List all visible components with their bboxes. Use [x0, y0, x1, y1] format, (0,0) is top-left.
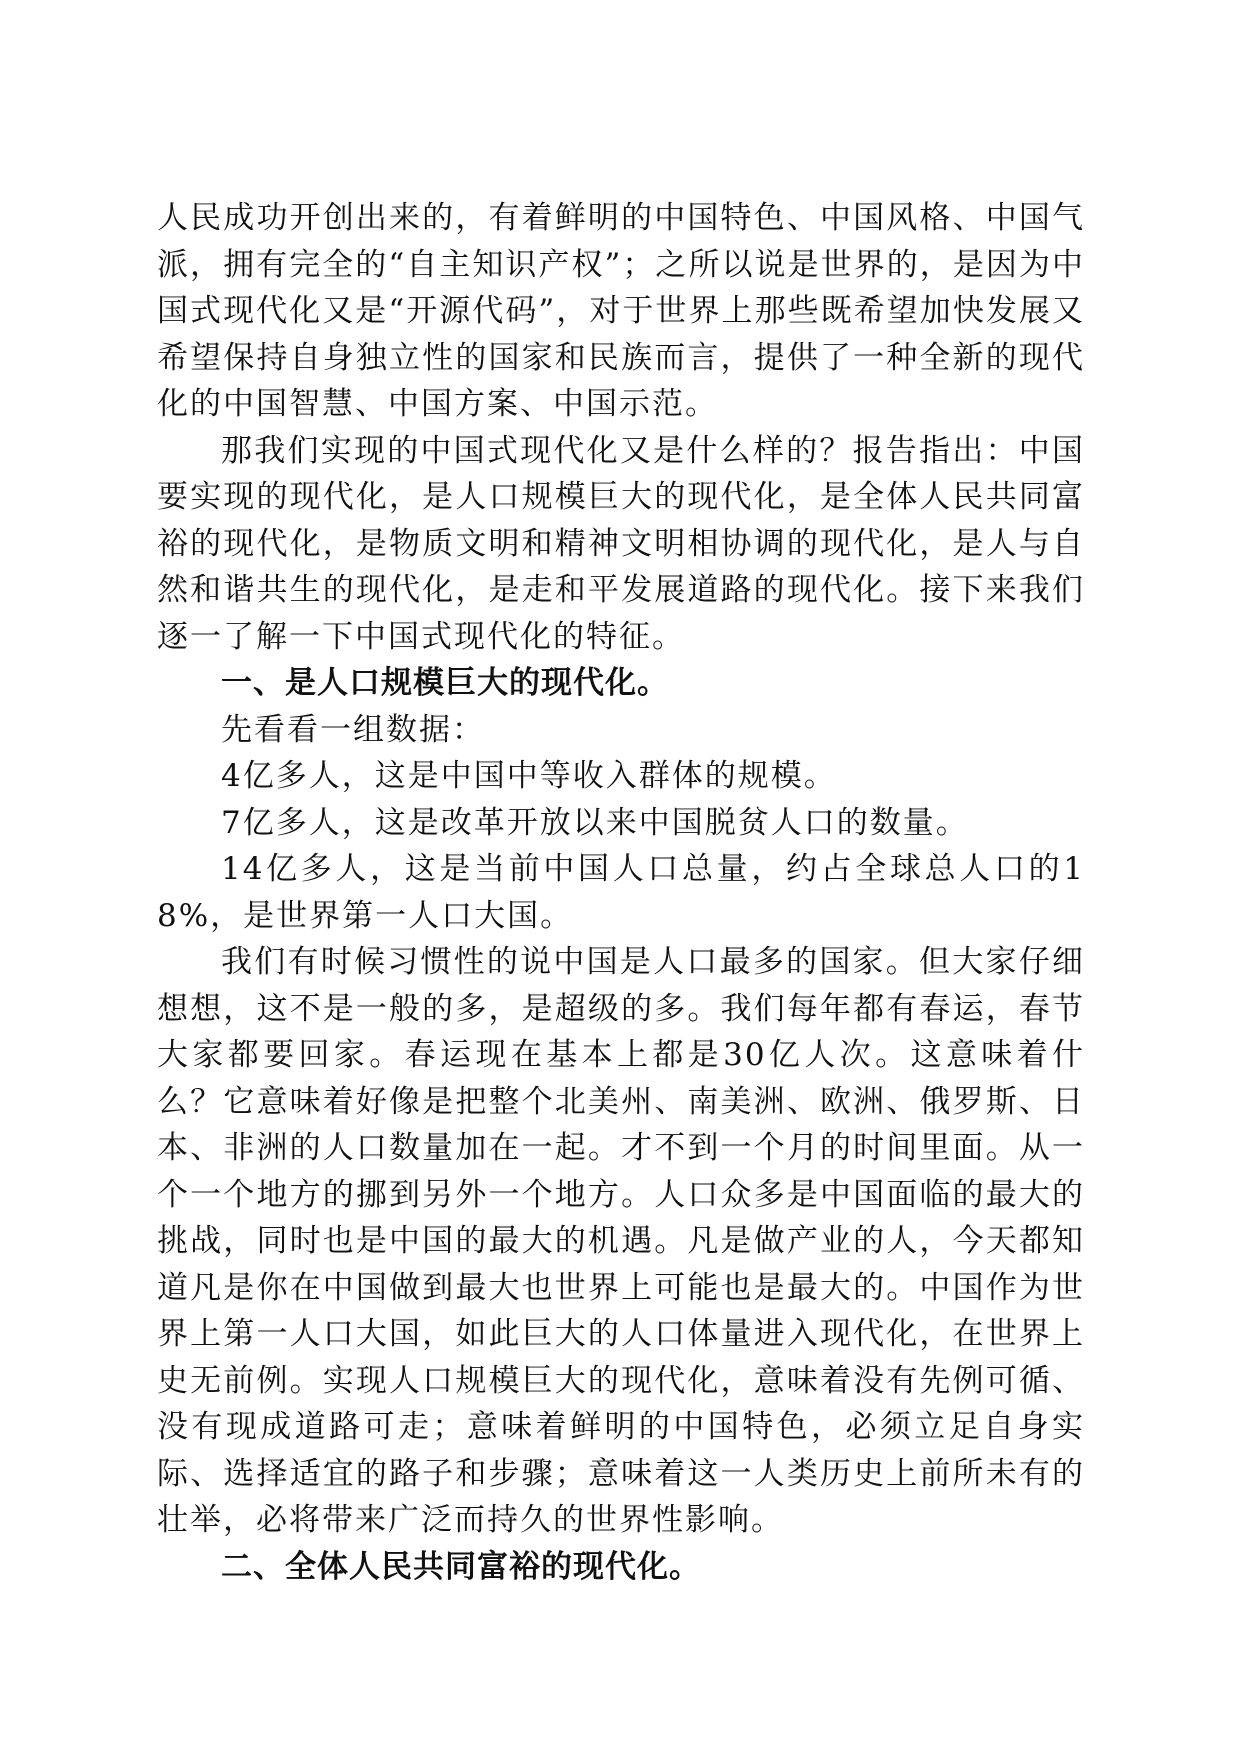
paragraph-continuation: 人民成功开创出来的，有着鲜明的中国特色、中国风格、中国气派，拥有完全的“自主知识产权”；之所以说是世界的，是因为中国式现代化又是“开源代码”，对于世界上那些既希望加快发展又希望保持自身独立性的国家和民族而言，提供了一种全新的现代化的中国智慧、中国方案、中国示范。: [157, 200, 1085, 422]
section-heading-common-prosperity: 二、全体人民共同富裕的现代化。: [221, 1548, 701, 1585]
paragraph-poverty: 7亿多人，这是改革开放以来中国脱贫人口的数量。: [221, 804, 969, 841]
section-heading-population: 一、是人口规模巨大的现代化。: [221, 665, 669, 701]
paragraph-data-intro: 先看看一组数据：: [221, 711, 485, 748]
paragraph-middle-income: 4亿多人，这是中国中等收入群体的规模。: [221, 758, 837, 794]
document-page: [157, 195, 1085, 1590]
paragraph-population-discussion: 我们有时候习惯性的说中国是人口最多的国家。但大家仔细想想，这不是一般的多，是超级的多。我们每年都有春运，春节大家都要回家。春运现在基本上都是30亿人次。这意味着什么？它意味着好像是把整个北美州、南美洲、欧洲、俄罗斯、日本、非洲的人口数量加在一起。才不到一个月的时间里面。从一个一个地方的挪到另外一个地方。人口众多是中国面临的最大的挑战，同时也是中国的最大的机遇。凡是做产业的人，今天都知道凡是你在中国做到最大也世界上可能也是最大的。中国作为世界上第一人口大国，如此巨大的人口体量进入现代化，在世界上史无前例。实现人口规模巨大的现代化，意味着没有先例可循、没有现成道路可走；意味着鲜明的中国特色，必须立足自身实际、选择适宜的路子和步骤；意味着这一人类历史上前所未有的壮举，必将带来广泛而持久的世界性影响。: [157, 944, 1085, 1538]
paragraph-report-summary: 那我们实现的中国式现代化又是什么样的？报告指出：中国要实现的现代化，是人口规模巨大的现代化，是全体人民共同富裕的现代化，是物质文明和精神文明相协调的现代化，是人与自然和谐共生的现代化，是走和平发展道路的现代化。接下来我们逐一了解一下中国式现代化的特征。: [157, 432, 1085, 655]
paragraph-total-population: 14亿多人，这是当前中国人口总量，约占全球总人口的18%，是世界第一人口大国。: [157, 851, 1085, 934]
